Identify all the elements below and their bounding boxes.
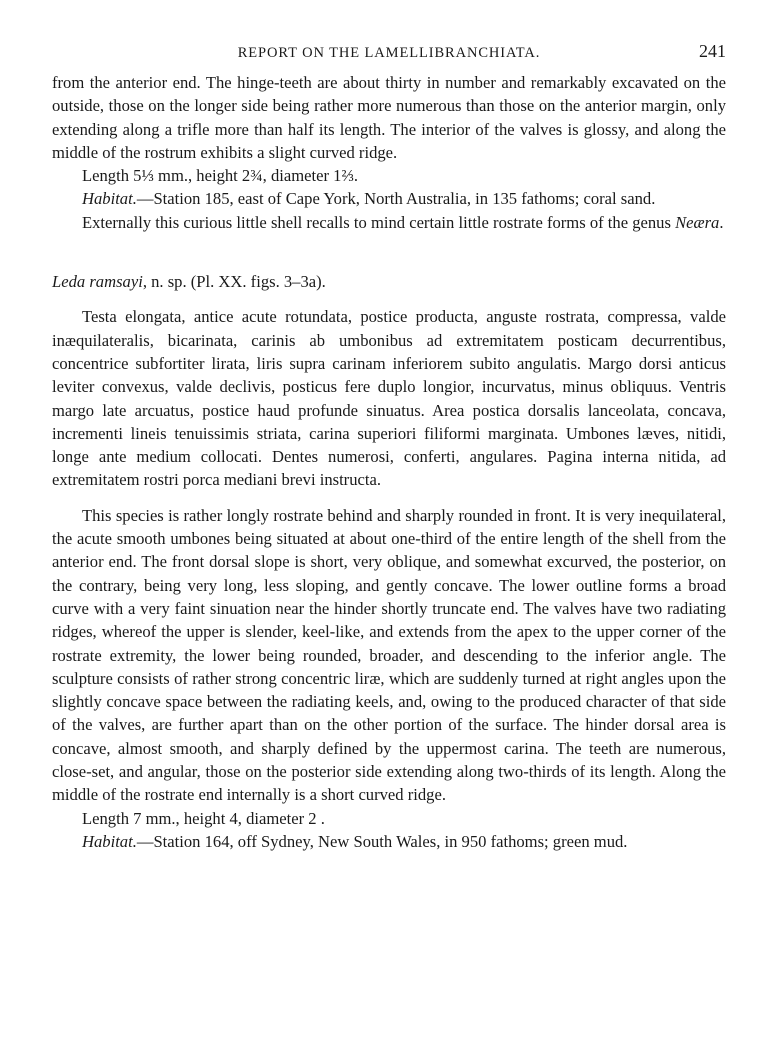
running-title: REPORT ON THE LAMELLIBRANCHIATA. (237, 45, 541, 61)
species-habitat-text: —Station 164, off Sydney, New South Wales, in 950 fathoms; green mud. (136, 831, 628, 851)
previous-species-remark (52, 211, 726, 234)
species-authority: , n. sp. (Pl. XX. figs. 3–3a). (142, 272, 326, 292)
species-habitat-label: Habitat. (82, 831, 137, 851)
species-heading (52, 270, 726, 293)
remark-genus: Neæra (675, 212, 720, 232)
latin-diagnosis: Testa elongata, antice acute rotundata, postice producta, anguste rostrata, compressa, valde inæquilateralis, bicarinata, carinis ab umbonibus ad extremitatem posticam decurrentibus, concentrice subfortiter lirata, liris supra carinam inferiorem subito angulatis. Margo dorsi anticus leviter convexus, valde declivis, posticus fere duplo longior, incurvatus, minus obliquus. Ventris margo late arcuatus, postice haud profunde sinuatus. Area postica dorsalis lanceolata, concava, incrementi lineis tenuissimis striata, carina superiori filiformi marginata. Umbones læves, nitidi, longe ante medium collocati. Dentes numerosi, conferti, angulares. Pagina interna nitida, ad extremitatem rostri porca mediani brevi instructa. (52, 307, 726, 490)
species-habitat (52, 830, 726, 853)
page-number: 241 (699, 41, 726, 61)
remark-text: Externally this curious little shell recalls to mind certain little rostrate forms of the genus (82, 212, 676, 232)
previous-species-habitat (52, 187, 726, 210)
document-page (52, 38, 726, 853)
remark-end: . (719, 212, 724, 232)
species-name: Leda ramsayi (52, 272, 143, 292)
habitat-text: —Station 185, east of Cape York, North Australia, in 135 fathoms; coral sand. (136, 189, 656, 209)
previous-species-measurements: Length 5⅓ mm., height 2¾, diameter 1⅔. (82, 166, 359, 186)
english-description: This species is rather longly rostrate behind and sharply rounded in front. It is very inequilateral, the acute smooth umbones being situated at about one-third of the entire length of the shell from the anterior end. The front dorsal slope is short, very oblique, and somewhat excurved, the posterior, on the contrary, being very long, less sloping, and gently concave. The lower outline forms a broad curve with a very faint sinuation near the hinder shortly truncate end. The valves have two radiating ridges, whereof the upper is slender, keel-like, and extends from the apex to the upper corner of the rostrate extremity, the lower being rounded, broader, and descending to the inferior angle. The sculpture consists of rather strong concentric liræ, which are suddenly turned at right angles upon the slightly concave space between the radiating keels, and, owing to the produced character of that side of the valves, are further apart than on the other portion of the surface. The hinder dorsal area is concave, almost smooth, and sharply defined by the uppermost carina. The teeth are numerous, close-set, and angular, those on the posterior side extending along two-thirds of its length. Along the middle of the rostrate end internally is a short curved ridge. (52, 505, 726, 805)
habitat-label: Habitat. (82, 189, 137, 209)
running-head (52, 38, 726, 66)
species-measurements: Length 7 mm., height 4, diameter 2 . (82, 808, 325, 828)
previous-species-description: from the anterior end. The hinge-teeth are about thirty in number and remarkably excavated on the outside, those on the longer side being rather more numerous than those on the anterior margin, only extending along a trifle more than half its length. The interior of the valves is glossy, and along the middle of the rostrum exhibits a slight curved ridge. (52, 73, 726, 162)
